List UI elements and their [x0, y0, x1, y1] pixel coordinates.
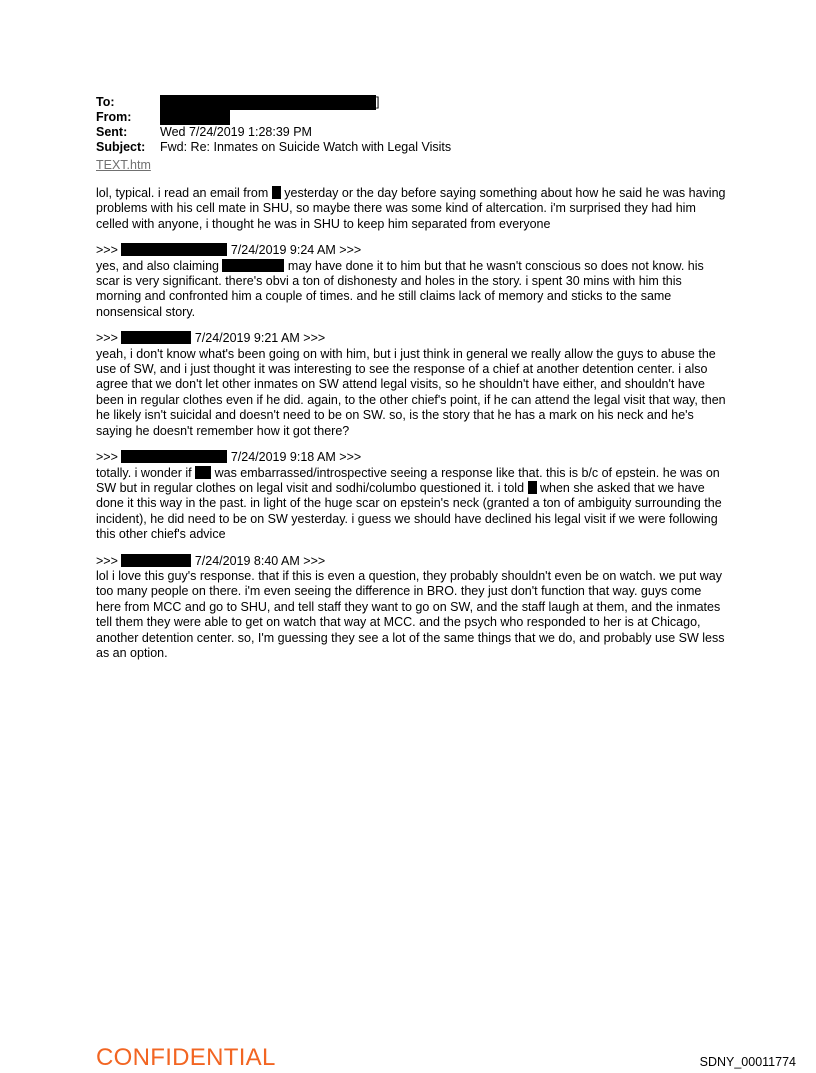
redaction-block — [121, 554, 191, 567]
body-text: when she asked that we have done it this way in the past. in light of the huge scar on epstein's neck (granted a ton of ambiguity surrounding the incident), he did need to be on SW yesterday. i guess we should have declined his legal visit if we were following this other chief's advice — [96, 480, 722, 542]
body-text: was embarrassed/introspective seeing a response like that. this is b/c of epstein. he was on SW but in regular clothes on legal visit and sodhi/columbo questioned it. i told — [96, 465, 720, 495]
redaction-block — [272, 186, 281, 199]
message-paragraph — [96, 186, 726, 232]
email-body — [96, 186, 726, 672]
redaction-block — [121, 331, 191, 344]
from-label: From: — [96, 110, 132, 124]
to-trailing: ] — [376, 95, 380, 109]
subject-label: Subject: — [96, 140, 146, 154]
quote-marker: >>> — [96, 243, 122, 258]
subject-value: Fwd: Re: Inmates on Suicide Watch with Legal Visits — [160, 140, 452, 154]
from-value — [160, 110, 230, 125]
body-text: totally. i wonder if — [96, 465, 196, 480]
quoted-message — [96, 331, 726, 439]
redaction-block — [160, 110, 230, 125]
quote-header — [96, 243, 726, 258]
quote-marker: >>> — [96, 450, 122, 465]
redaction-block — [528, 481, 537, 494]
quoted-message — [96, 554, 726, 662]
quote-text — [96, 259, 726, 321]
body-text: lol, typical. i read an email from — [96, 186, 272, 200]
sent-label: Sent: — [96, 125, 128, 139]
redaction-block — [121, 450, 227, 463]
confidential-label: CONFIDENTIAL — [96, 1044, 276, 1071]
redaction-block — [195, 466, 211, 479]
quote-text: yeah, i don't know what's been going on with him, but i just think in general we really allow the guys to abuse the use of SW, and i just thought it was interesting to see the response of a chief at another detention center. i also agree that we don't let other inmates on SW attend legal visits, so he shouldn't have either, and shouldn't have been in regular clothes even if he did. again, to the other chief's point, if he can attend the legal visit that way, then he likely isn't suicidal and doesn't need to be on SW. so, is the story that he has a mark on his neck and he's saying he doesn't remember how it got there? — [96, 346, 726, 438]
quote-header — [96, 450, 726, 465]
redaction-block — [160, 95, 376, 110]
to-label: To: — [96, 95, 115, 109]
body-text: yesterday or the day before saying something about how he said he was having problems with his cell mate in SHU, so maybe there was some kind of altercation. i'm surprised they had him celled with anyone, i thought he was in SHU to keep him separated from everyone — [96, 186, 726, 231]
redaction-block — [121, 243, 227, 256]
redaction-block — [222, 259, 284, 272]
quote-text: lol i love this guy's response. that if this is even a question, they probably shouldn't even be on watch. we put way too many people on there. i'm even seeing the difference in BRO. they just don't function that way. guys come here from MCC and go to SHU, and tell staff they want to go on SW, and the staff laugh at them, and the inmates tell them they were able to get on watch that way at MCC. and the psych who responded to her is at Chicago, another detention center. so, I'm guessing they see a lot of the same things that we do, and probably use SW less as an option. — [96, 568, 725, 660]
sent-value: Wed 7/24/2019 1:28:39 PM — [160, 125, 312, 139]
to-value — [160, 95, 379, 110]
attachment-link[interactable]: TEXT.htm — [96, 158, 151, 172]
quote-header — [96, 554, 726, 569]
quote-marker: >>> — [96, 553, 122, 568]
quote-date: 7/24/2019 9:18 AM >>> — [227, 450, 362, 465]
bates-number: SDNY_00011774 — [699, 1055, 796, 1069]
quote-marker: >>> — [96, 331, 122, 346]
quote-date: 7/24/2019 9:21 AM >>> — [191, 331, 326, 346]
quote-date: 7/24/2019 9:24 AM >>> — [227, 243, 362, 258]
quoted-message — [96, 450, 726, 542]
quoted-message — [96, 243, 726, 320]
quote-header — [96, 331, 726, 346]
quote-text — [96, 466, 726, 543]
quote-date: 7/24/2019 8:40 AM >>> — [191, 553, 326, 568]
body-text: yes, and also claiming — [96, 258, 223, 273]
body-text: may have done it to him but that he wasn't conscious so does not know. his scar is very significant. there's obvi a ton of dishonesty and holes in the story. i spent 30 mins with him this morning and confronted him a couple of times. and he still claims lack of memory and sticks to the same nonsensical story. — [96, 258, 704, 319]
